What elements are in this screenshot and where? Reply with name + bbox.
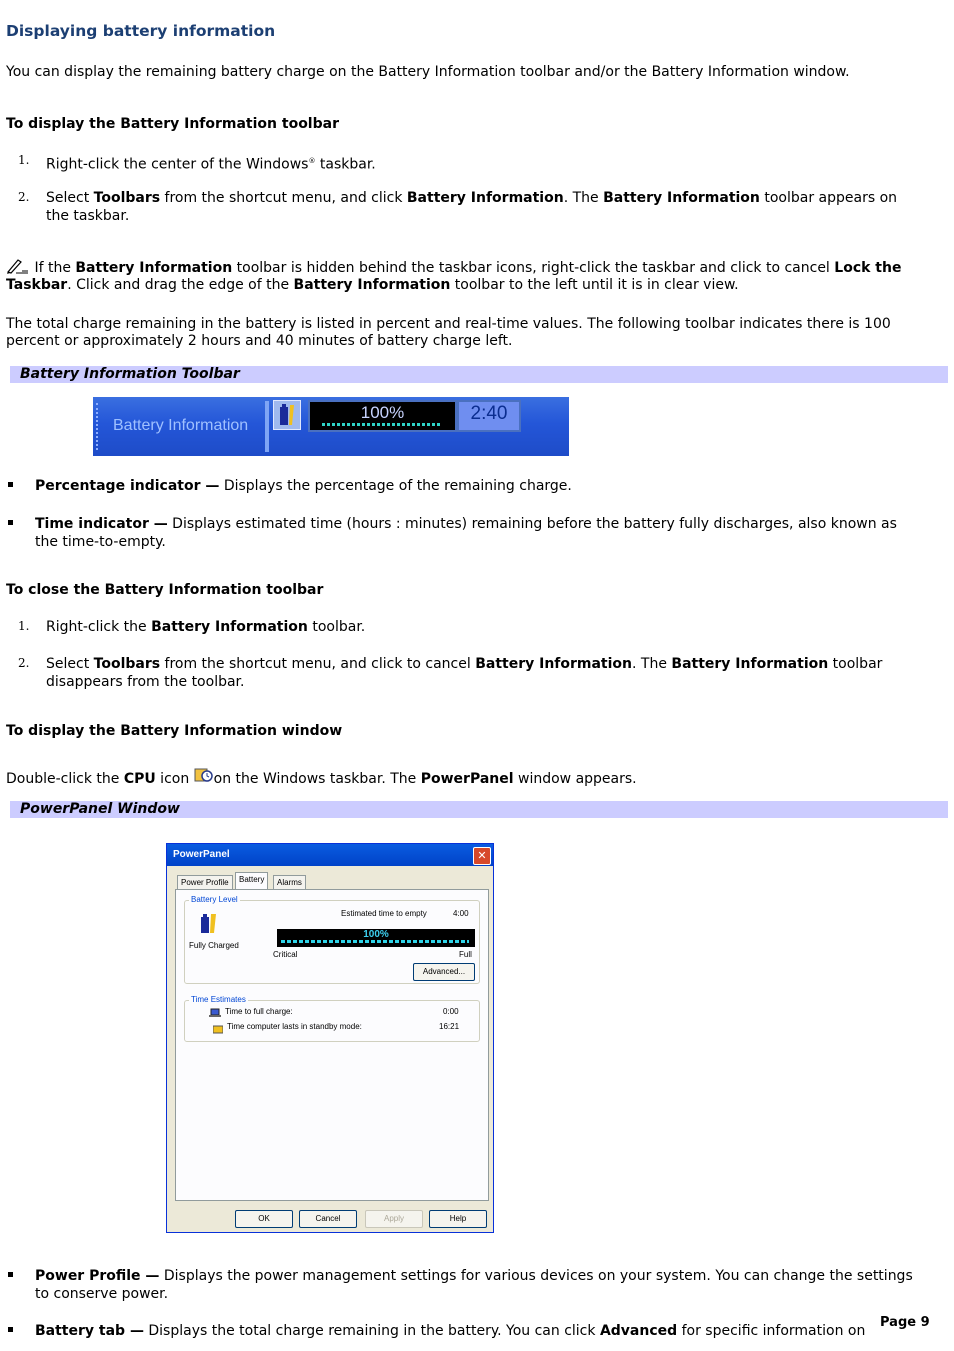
battery-icon xyxy=(199,911,221,939)
time-estimates-label: Time Estimates xyxy=(191,995,246,1004)
list-item: Power Profile — Displays the power management settings for various devices on your system. You can change the settings to conserve power. xyxy=(8,1267,918,1303)
battery-tab-panel xyxy=(175,889,489,1201)
close-icon[interactable]: ✕ xyxy=(473,847,491,865)
step-text: Right-click the center of the Windows xyxy=(46,156,309,173)
band-title: PowerPanel Window xyxy=(20,801,180,817)
display-step-2 xyxy=(18,189,918,225)
step-number: 2. xyxy=(18,190,30,204)
bullet-icon xyxy=(8,1272,13,1277)
close-step-2 xyxy=(18,655,918,691)
step-text: taskbar. xyxy=(315,156,376,173)
standby-icon xyxy=(213,1022,223,1038)
bullet-icon xyxy=(8,1327,13,1332)
tab-power-profile[interactable]: Power Profile xyxy=(177,875,233,890)
powerpanel-window xyxy=(166,843,494,1233)
standby-label: Time computer lasts in standby mode: xyxy=(227,1022,362,1031)
battery-toolbar-image xyxy=(93,397,569,456)
battery-level-bar xyxy=(277,929,475,947)
step-text: Right-click the Battery Information toolbar. xyxy=(46,619,366,635)
list-item: Battery tab — Displays the total charge remaining in the battery. You can click Advanced for specific information on xyxy=(8,1322,918,1340)
battery-level-label: Battery Level xyxy=(191,895,238,904)
band-title: Battery Information Toolbar xyxy=(20,366,240,382)
step-text: Select Toolbars from the shortcut menu, and click to cancel Battery Information. The Battery Information toolbar disappears from the toolbar. xyxy=(46,656,883,690)
time-estimates-group xyxy=(184,995,480,1042)
fully-charged-label: Fully Charged xyxy=(189,941,239,950)
charge-paragraph: The total charge remaining in the battery is listed in percent and real-time values. The following toolbar indicates there is 100 percent or approximately 2 hours and 40 minutes of battery charge left. xyxy=(6,316,891,349)
step-number: 2. xyxy=(18,656,30,670)
percentage-bar xyxy=(322,423,442,426)
step-number: 1. xyxy=(18,619,30,633)
tab-battery[interactable]: Battery xyxy=(235,872,268,891)
time-text: 2:40 xyxy=(470,403,508,424)
full-charge-value: 0:00 xyxy=(443,1007,459,1016)
step-number: 1. xyxy=(18,153,30,167)
registered-mark: ® xyxy=(308,157,316,165)
cpu-icon xyxy=(194,766,214,784)
toolbar-separator xyxy=(265,401,269,452)
percentage-text: 100% xyxy=(360,403,405,422)
step-text: Select Toolbars from the shortcut menu, and click Battery Information. The Battery Information toolbar appears on the taskbar. xyxy=(46,190,898,224)
figure-band-powerpanel xyxy=(10,801,948,818)
laptop-icon xyxy=(209,1006,221,1022)
estimated-time-value: 4:00 xyxy=(453,909,469,918)
full-label: Full xyxy=(459,950,472,959)
tab-alarms[interactable]: Alarms xyxy=(273,875,306,890)
note-pencil-icon xyxy=(6,258,30,274)
toolbar-grip xyxy=(96,403,101,450)
battery-level-group xyxy=(184,895,480,984)
page-title: Displaying battery information xyxy=(6,22,276,40)
display-toolbar-heading: To display the Battery Information toolbar xyxy=(6,116,339,132)
full-charge-label: Time to full charge: xyxy=(225,1007,293,1016)
cancel-button[interactable]: Cancel xyxy=(299,1210,357,1228)
close-toolbar-heading: To close the Battery Information toolbar xyxy=(6,582,324,598)
estimated-time-label: Estimated time to empty xyxy=(341,909,427,918)
ok-button[interactable]: OK xyxy=(235,1210,293,1228)
display-step-1 xyxy=(18,152,918,174)
advanced-button[interactable]: Advanced... xyxy=(413,963,475,981)
percentage-indicator xyxy=(308,400,457,432)
window-title: PowerPanel xyxy=(173,849,230,860)
time-indicator xyxy=(457,400,521,432)
intro-paragraph: You can display the remaining battery charge on the Battery Information toolbar and/or the Battery Information window. xyxy=(6,64,850,80)
list-item: Time indicator — Displays estimated time (hours : minutes) remaining before the battery fully discharges, also known as the time-to-empty. xyxy=(8,515,918,551)
battery-level-fill xyxy=(281,940,469,943)
apply-button[interactable]: Apply xyxy=(365,1210,423,1228)
help-button[interactable]: Help xyxy=(429,1210,487,1228)
page-number: Page 9 xyxy=(880,1315,930,1330)
window-heading: To display the Battery Information window xyxy=(6,723,343,739)
window-paragraph: Double-click the CPU icon on the Windows taskbar. The PowerPanel window appears. xyxy=(6,766,936,788)
note-paragraph: If the Battery Information toolbar is hidden behind the taskbar icons, right-click the taskbar and click to cancel Lock the Taskbar. Click and drag the edge of the Battery Information toolbar to the left until it is in clear view. xyxy=(6,260,902,293)
standby-value: 16:21 xyxy=(439,1022,460,1031)
close-step-1 xyxy=(18,618,918,636)
bullet-icon xyxy=(8,520,13,525)
toolbar-label: Battery Information xyxy=(113,417,249,434)
list-item: Percentage indicator — Displays the percentage of the remaining charge. xyxy=(8,477,918,495)
battery-percent-text: 100% xyxy=(363,929,389,940)
figure-band-toolbar xyxy=(10,366,948,383)
window-titlebar xyxy=(167,844,493,866)
critical-label: Critical xyxy=(273,950,298,959)
battery-icon xyxy=(273,400,301,430)
bullet-icon xyxy=(8,482,13,487)
